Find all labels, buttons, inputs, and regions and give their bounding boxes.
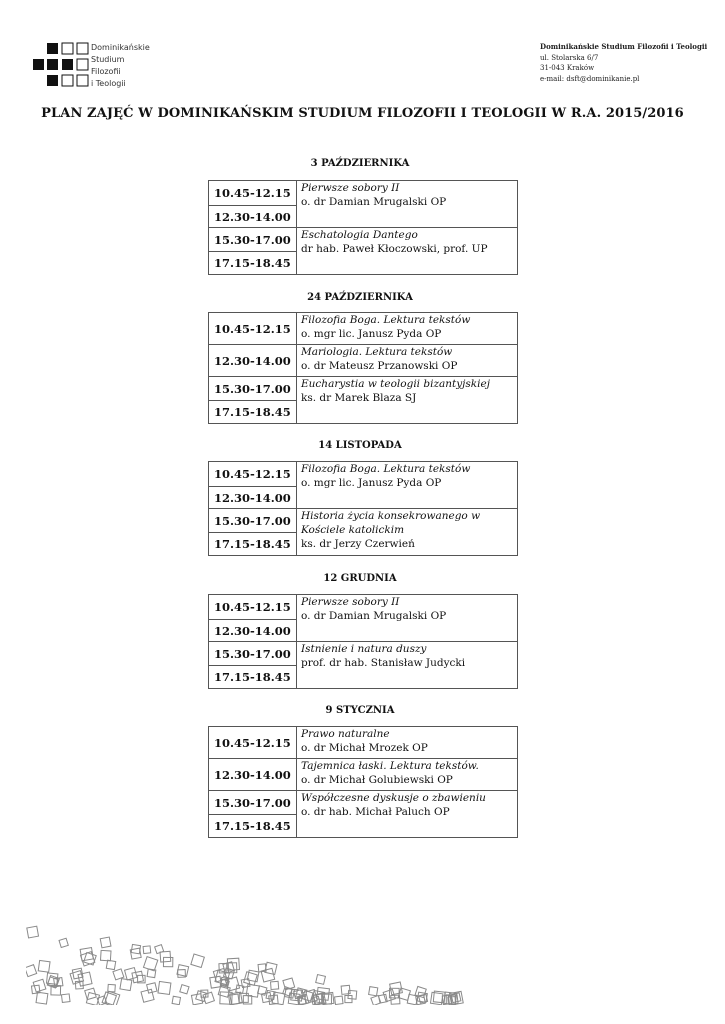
decorative-square: [180, 985, 189, 994]
course-cell: [297, 181, 518, 228]
course-title: Współczesne dyskusje o zbawieniu: [301, 792, 486, 804]
decorative-square: [191, 954, 204, 967]
time-slot: 17.15-18.45: [209, 666, 297, 689]
time-slot: 12.30-14.00: [209, 759, 297, 791]
schedule-table: [208, 180, 518, 275]
logo-text-line: Filozofii: [91, 67, 121, 76]
time-slot: 17.15-18.45: [209, 815, 297, 838]
course-lecturer: o. dr hab. Michał Paluch OP: [301, 806, 450, 818]
course-cell: [297, 462, 518, 509]
course-lecturer: ks. dr Jerzy Czerwień: [301, 538, 415, 550]
decorative-square: [120, 979, 132, 991]
course-lecturer: o. mgr lic. Janusz Pyda OP: [301, 328, 442, 340]
time-slot: 15.30-17.00: [209, 228, 297, 252]
course-title: Eucharystia w teologii bizantyjskiej: [301, 378, 490, 390]
decorative-square: [26, 965, 37, 977]
time-slot: 15.30-17.00: [209, 791, 297, 815]
address-line: Dominikańskie Studium Filozofii i Teologii: [540, 42, 708, 51]
decorative-square: [38, 960, 50, 972]
course-cell: [297, 791, 518, 838]
schedule-table: [208, 594, 518, 689]
decorative-square: [155, 945, 164, 954]
time-slot: 17.15-18.45: [209, 401, 297, 424]
time-slot: 12.30-14.00: [209, 620, 297, 642]
section-heading: 12 GRUDNIA: [323, 573, 397, 584]
time-slot: 17.15-18.45: [209, 252, 297, 275]
decorative-square: [369, 987, 378, 996]
decorative-square: [84, 952, 97, 965]
address-line: ul. Stolarska 6/7: [540, 53, 599, 62]
course-cell: [297, 727, 518, 759]
course-title: Historia życia konsekrowanego w Kościele katolickim: [301, 510, 481, 536]
time-slot: 12.30-14.00: [209, 345, 297, 377]
course-lecturer: o. dr Michał Golubiewski OP: [301, 774, 453, 786]
logo-text-line: Dominikańskie: [91, 43, 150, 52]
decorative-square: [102, 992, 116, 1005]
schedule-table: [208, 312, 518, 424]
course-cell: [297, 642, 518, 689]
decorative-square: [143, 946, 151, 954]
course-lecturer: o. dr Damian Mrugalski OP: [301, 196, 447, 208]
course-title: Eschatologia Dantego: [301, 229, 418, 241]
decorative-square: [244, 972, 258, 986]
decorative-square: [125, 968, 137, 980]
course-title: Filozofia Boga. Lektura tekstów: [301, 314, 471, 326]
decorative-square: [78, 972, 92, 986]
course-cell: [297, 313, 518, 345]
decorative-square: [177, 965, 189, 977]
time-slot: 15.30-17.00: [209, 377, 297, 401]
decorative-square: [172, 996, 180, 1004]
course-cell: [297, 509, 518, 556]
course-lecturer: ks. dr Marek Blaza SJ: [301, 392, 417, 404]
decorative-square: [141, 989, 154, 1002]
time-slot: 10.45-12.15: [209, 727, 297, 759]
decorative-square: [316, 975, 326, 985]
course-title: Mariologia. Lektura tekstów: [301, 346, 453, 358]
page-title: PLAN ZAJĘĆ W DOMINIKAŃSKIM STUDIUM FILOZOFII I TEOLOGII W R.A. 2015/2016: [41, 106, 684, 121]
course-title: Prawo naturalne: [301, 728, 390, 740]
decorative-square: [101, 950, 112, 961]
decorative-square: [100, 937, 111, 948]
address-line: e-mail: dsft@dominikanie.pl: [540, 74, 640, 83]
course-cell: [297, 759, 518, 791]
decorative-square: [61, 994, 70, 1003]
course-lecturer: o. dr Michał Mrozek OP: [301, 742, 428, 754]
schedule-table: [208, 461, 518, 556]
time-slot: 12.30-14.00: [209, 206, 297, 228]
time-slot: 12.30-14.00: [209, 487, 297, 509]
time-slot: 10.45-12.15: [209, 462, 297, 487]
time-slot: 10.45-12.15: [209, 595, 297, 620]
decorative-square: [271, 981, 279, 989]
logo-text-line: Studium: [91, 55, 125, 64]
time-slot: 15.30-17.00: [209, 642, 297, 666]
course-lecturer: dr hab. Paweł Kłoczowski, prof. UP: [301, 243, 488, 255]
course-cell: [297, 228, 518, 275]
footer-squares-decoration: [26, 925, 466, 1005]
course-title: Pierwsze sobory II: [301, 596, 400, 608]
course-title: Tajemnica łaski. Lektura tekstów.: [301, 760, 479, 772]
decorative-square: [106, 960, 115, 969]
decorative-square: [27, 926, 39, 938]
decorative-square: [36, 992, 48, 1004]
course-lecturer: o. dr Mateusz Przanowski OP: [301, 360, 458, 372]
course-lecturer: o. mgr lic. Janusz Pyda OP: [301, 477, 442, 489]
decorative-square: [160, 951, 171, 962]
decorative-square: [113, 969, 124, 980]
course-title: Filozofia Boga. Lektura tekstów: [301, 463, 471, 475]
decorative-square: [261, 968, 275, 982]
course-cell: [297, 377, 518, 424]
logo: [33, 42, 163, 92]
logo-text-line: i Teologii: [91, 79, 126, 88]
section-heading: 9 STYCZNIA: [325, 705, 395, 716]
logo-squares-icon: [33, 42, 91, 92]
header-address: [540, 42, 720, 84]
course-title: Pierwsze sobory II: [301, 182, 400, 194]
time-slot: 15.30-17.00: [209, 509, 297, 533]
course-cell: [297, 345, 518, 377]
decorative-square: [158, 981, 171, 994]
section-heading: 24 PAŹDZIERNIKA: [307, 292, 413, 303]
schedule-table: [208, 726, 518, 838]
decorative-square: [335, 996, 343, 1004]
address-line: 31-043 Kraków: [540, 64, 595, 72]
time-slot: 17.15-18.45: [209, 533, 297, 556]
section-heading: 14 LISTOPADA: [318, 440, 402, 451]
decorative-square: [59, 938, 68, 947]
course-title: Istnienie i natura duszy: [301, 643, 427, 655]
course-lecturer: o. dr Damian Mrugalski OP: [301, 610, 447, 622]
section-heading: 3 PAŹDZIERNIKA: [310, 158, 410, 169]
time-slot: 10.45-12.15: [209, 313, 297, 345]
time-slot: 10.45-12.15: [209, 181, 297, 206]
course-lecturer: prof. dr hab. Stanisław Judycki: [301, 657, 466, 669]
course-cell: [297, 595, 518, 642]
